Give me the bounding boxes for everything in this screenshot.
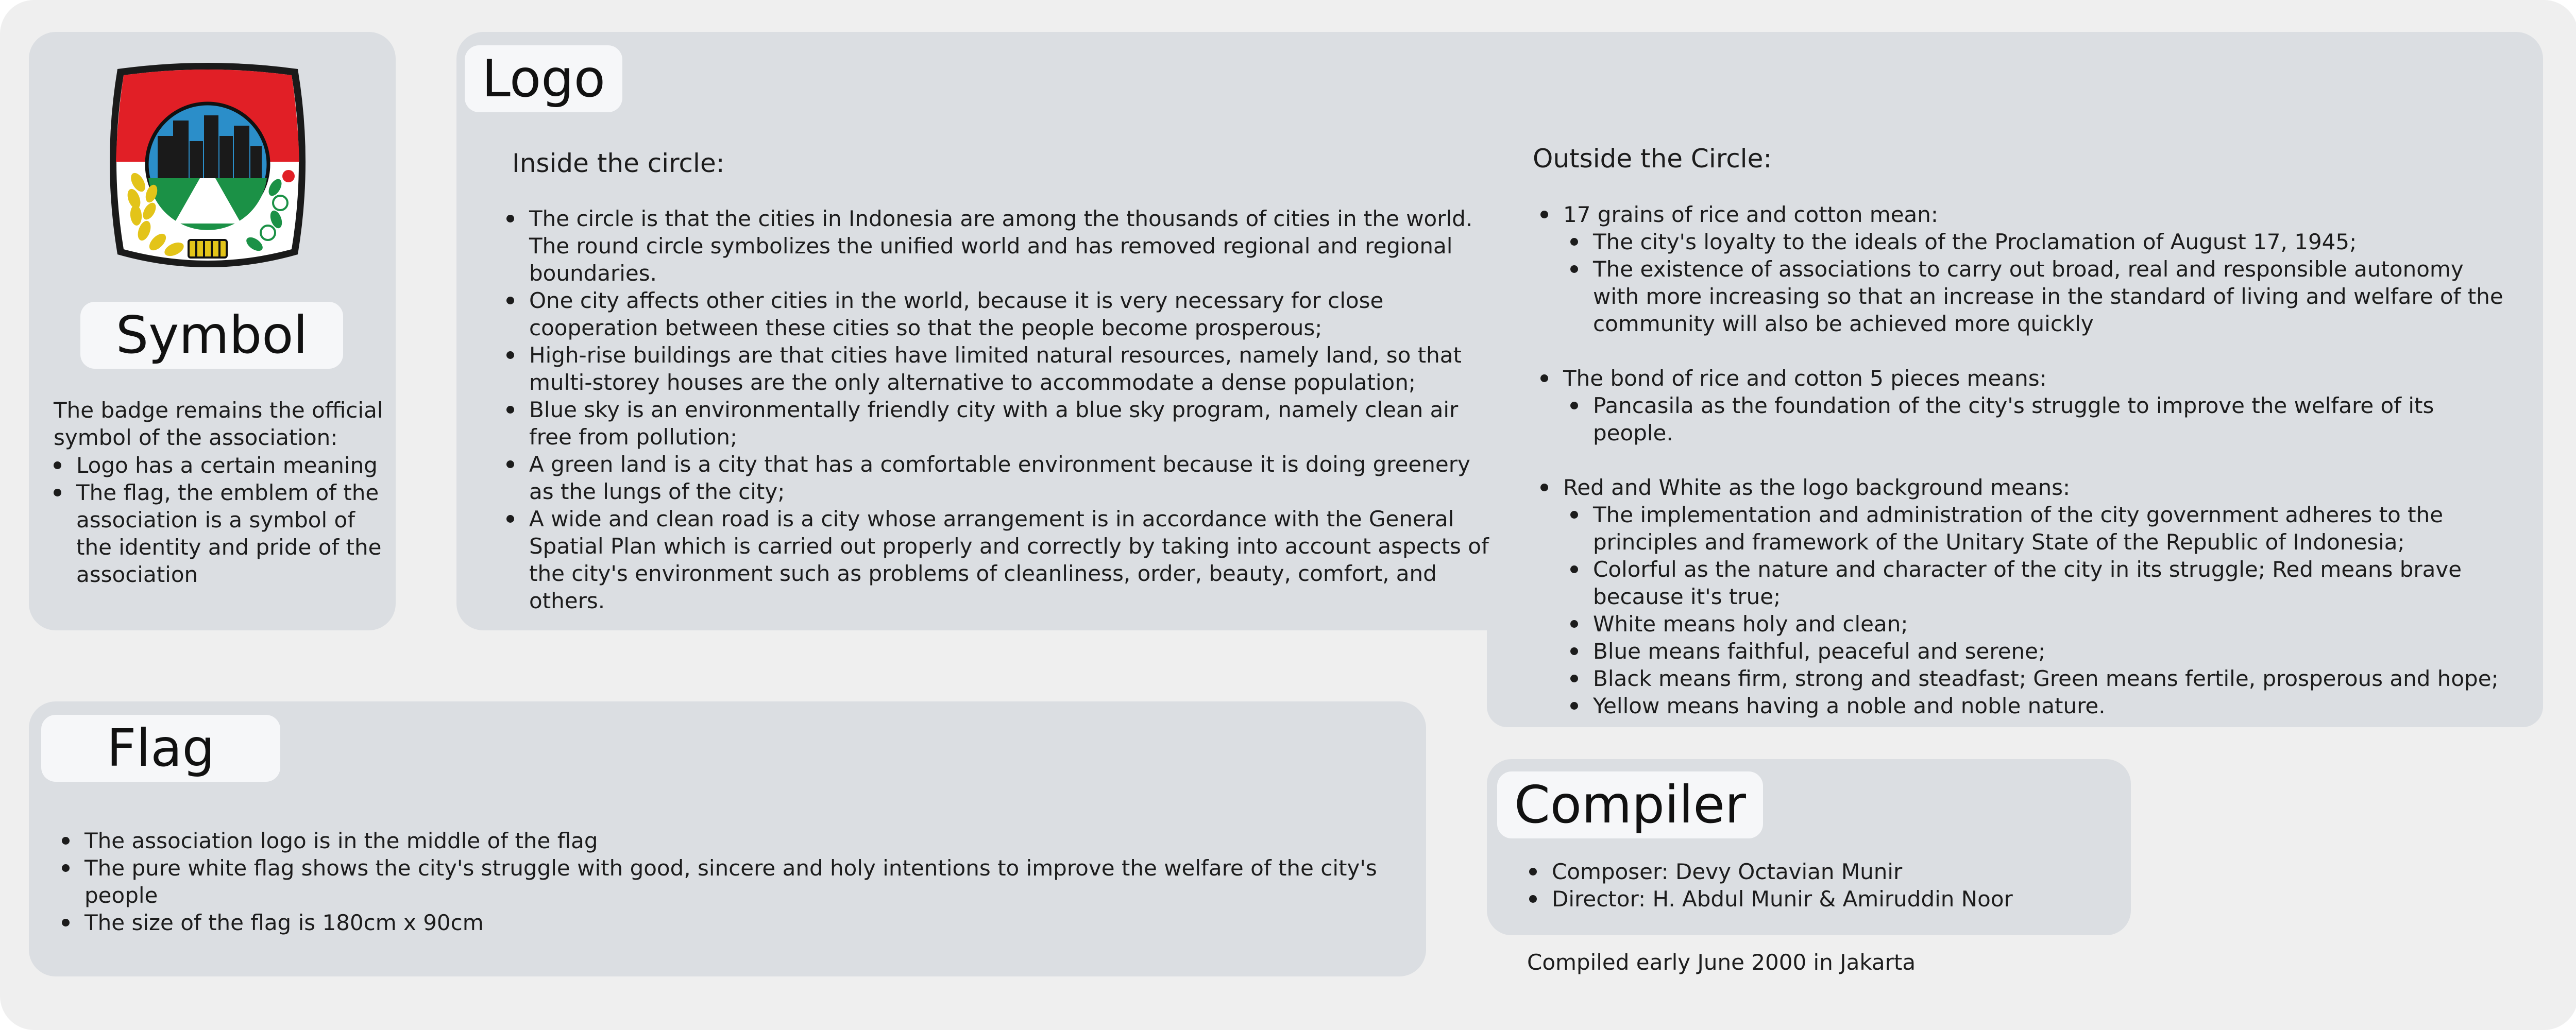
list-item: Blue means faithful, peaceful and serene; — [1563, 638, 2509, 665]
list-item: Blue sky is an environmentally friendly city with a blue sky program, namely clean air free from pollution; — [506, 396, 1501, 451]
list-item: A green land is a city that has a comfortable environment because it is doing greenery as the lungs of the city; — [506, 451, 1501, 505]
compiler-list — [1529, 858, 2122, 913]
list-item: Director: H. Abdul Munir & Amiruddin Noor — [1529, 885, 2122, 913]
list-item: Colorful as the nature and character of the city in its struggle; Red means brave because it's true; — [1563, 556, 2509, 610]
symbol-panel — [29, 32, 396, 630]
logo-inside-heading: Inside the circle: — [512, 148, 725, 178]
list-item — [1540, 201, 2509, 337]
list-item: The implementation and administration of the city government adheres to the principles and framework of the Unitary State of the Republic of Indonesia; — [1563, 501, 2509, 556]
symbol-list — [54, 452, 388, 588]
list-item: A wide and clean road is a city whose arrangement is in accordance with the General Spatial Plan which is carried out properly and correctly by taking into account aspects of the city's environment such as problems of cleanliness, order, beauty, comfort, and others. — [506, 505, 1501, 614]
list-item: Pancasila as the foundation of the city's struggle to improve the welfare of its people. — [1563, 392, 2509, 447]
list-item — [1540, 365, 2509, 447]
group-label: 17 grains of rice and cotton mean: — [1563, 202, 1939, 227]
list-item: One city affects other cities in the world, because it is very necessary for close cooperation between these cities so that the people become prosperous; — [506, 287, 1501, 341]
symbol-title: Symbol — [80, 302, 343, 369]
list-item: The flag, the emblem of the association is a symbol of the identity and pride of the association — [54, 479, 388, 588]
group-label: Red and White as the logo background means: — [1563, 475, 2071, 500]
list-item: The circle is that the cities in Indonesia are among the thousands of cities in the world. The round circle symbolizes the unified world and has removed regional and regional boundaries. — [506, 205, 1501, 287]
compiler-title: Compiler — [1497, 771, 1763, 838]
flag-title: Flag — [41, 715, 280, 782]
list-item: The association logo is in the middle of the flag — [62, 827, 1412, 854]
logo-title: Logo — [465, 45, 622, 112]
logo-inside-list — [506, 205, 1501, 614]
symbol-intro: The badge remains the official symbol of the association: — [54, 398, 383, 450]
flag-list — [62, 827, 1412, 936]
list-item: Black means firm, strong and steadfast; Green means fertile, prosperous and hope; — [1563, 665, 2509, 692]
list-item: High-rise buildings are that cities have limited natural resources, namely land, so that multi-storey houses are the only alternative to accommodate a dense population; — [506, 341, 1501, 396]
association-emblem — [102, 59, 313, 275]
list-item — [1540, 474, 2509, 719]
logo-outside-heading: Outside the Circle: — [1533, 144, 1772, 174]
list-item: The city's loyalty to the ideals of the Proclamation of August 17, 1945; — [1563, 228, 2509, 255]
group-label: The bond of rice and cotton 5 pieces means: — [1563, 366, 2047, 391]
compiled-note: Compiled early June 2000 in Jakarta — [1527, 950, 1916, 975]
list-item: Composer: Devy Octavian Munir — [1529, 858, 2122, 885]
list-item: The existence of associations to carry out broad, real and responsible autonomy with more increasing so that an increase in the standard of living and welfare of the community will also be achieved more quickly — [1563, 255, 2509, 337]
list-item: The pure white flag shows the city's struggle with good, sincere and holy intentions to improve the welfare of the city's people — [62, 854, 1412, 909]
list-item: Logo has a certain meaning — [54, 452, 388, 479]
emblem-bond — [189, 240, 227, 258]
flag-panel — [29, 701, 1426, 976]
list-item: White means holy and clean; — [1563, 610, 2509, 638]
compiler-panel — [1487, 759, 2131, 935]
logo-outside-list — [1540, 201, 2509, 719]
list-item: The size of the flag is 180cm x 90cm — [62, 909, 1412, 936]
list-item: Yellow means having a noble and noble nature. — [1563, 692, 2509, 719]
